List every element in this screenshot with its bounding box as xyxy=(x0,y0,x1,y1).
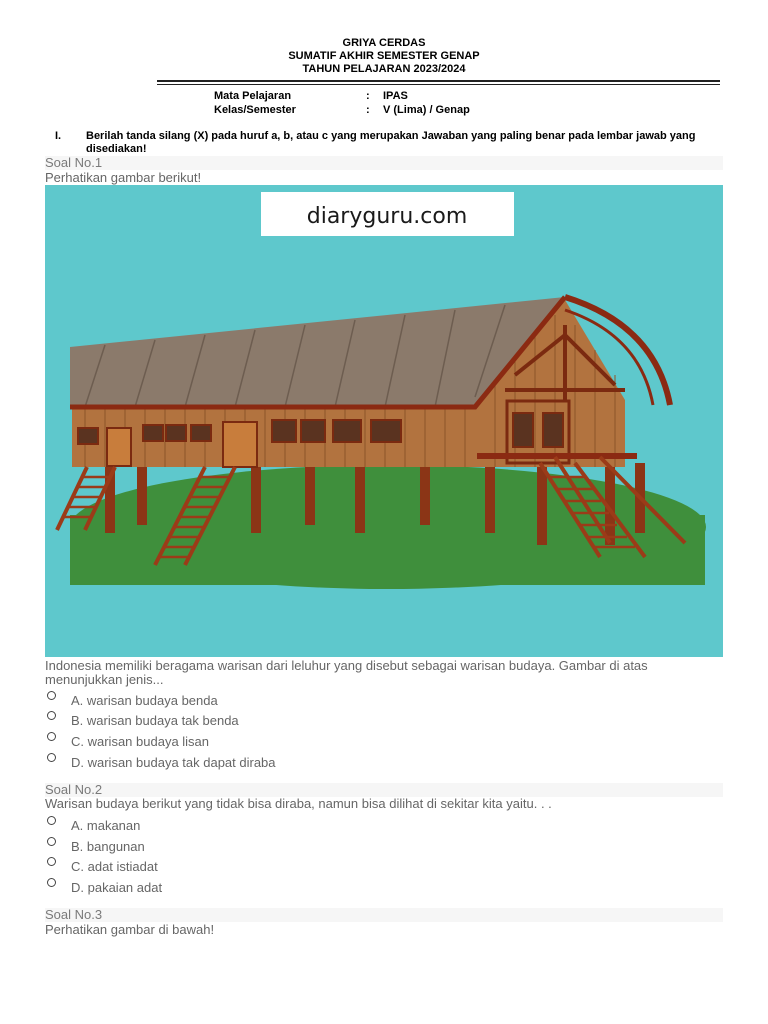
radio-button[interactable] xyxy=(47,732,56,741)
instruction-text: Berilah tanda silang (X) pada huruf a, b, atau c yang merupakan Jawaban yang paling benar pada lembar jawab yang disediakan! xyxy=(86,130,696,155)
class-separator: : xyxy=(366,104,370,116)
radio-button[interactable] xyxy=(47,857,56,866)
option-label: A. warisan budaya benda xyxy=(71,693,218,708)
question-1-label: Soal No.1 xyxy=(45,156,723,170)
exam-title: SUMATIF AKHIR SEMESTER GENAP xyxy=(288,50,480,62)
question-1-image xyxy=(45,185,723,657)
header-rule-thin xyxy=(157,84,720,85)
subject-label: Mata Pelajaran xyxy=(214,90,292,102)
radio-button[interactable] xyxy=(47,753,56,762)
option-label: D. pakaian adat xyxy=(71,880,163,895)
watermark-text: diaryguru.com xyxy=(306,204,468,229)
question-3-label: Soal No.3 xyxy=(45,908,723,922)
radio-button[interactable] xyxy=(47,878,56,887)
question-2-text: Warisan budaya berikut yang tidak bisa diraba, namun bisa dilihat di sekitar kita yaitu. . . xyxy=(45,796,552,811)
subject-value: IPAS xyxy=(383,90,408,102)
option-label: B. bangunan xyxy=(71,839,145,854)
school-name: GRIYA CERDAS xyxy=(342,37,426,49)
class-label: Kelas/Semester xyxy=(214,104,296,116)
option-label: D. warisan budaya tak dapat diraba xyxy=(71,755,276,770)
question-1-prompt: Perhatikan gambar berikut! xyxy=(45,170,202,185)
option-label: C. adat istiadat xyxy=(71,859,158,874)
header-rule xyxy=(157,80,720,82)
radio-button[interactable] xyxy=(47,837,56,846)
class-value: V (Lima) / Genap xyxy=(383,104,470,116)
question-1-text: Indonesia memiliki beragama warisan dari leluhur yang disebut sebagai warisan budaya. Gambar di atas menunjukkan jenis... xyxy=(45,658,648,687)
question-2-label: Soal No.2 xyxy=(45,783,723,797)
option-label: C. warisan budaya lisan xyxy=(71,734,210,749)
subject-separator: : xyxy=(366,90,370,102)
question-3-prompt: Perhatikan gambar di bawah! xyxy=(45,922,215,937)
radio-button[interactable] xyxy=(47,691,56,700)
radio-button[interactable] xyxy=(47,816,56,825)
academic-year: TAHUN PELAJARAN 2023/2024 xyxy=(302,63,466,75)
radio-button[interactable] xyxy=(47,711,56,720)
option-label: A. makanan xyxy=(71,818,141,833)
option-label: B. warisan budaya tak benda xyxy=(71,713,239,728)
instruction-number: I. xyxy=(55,130,62,142)
